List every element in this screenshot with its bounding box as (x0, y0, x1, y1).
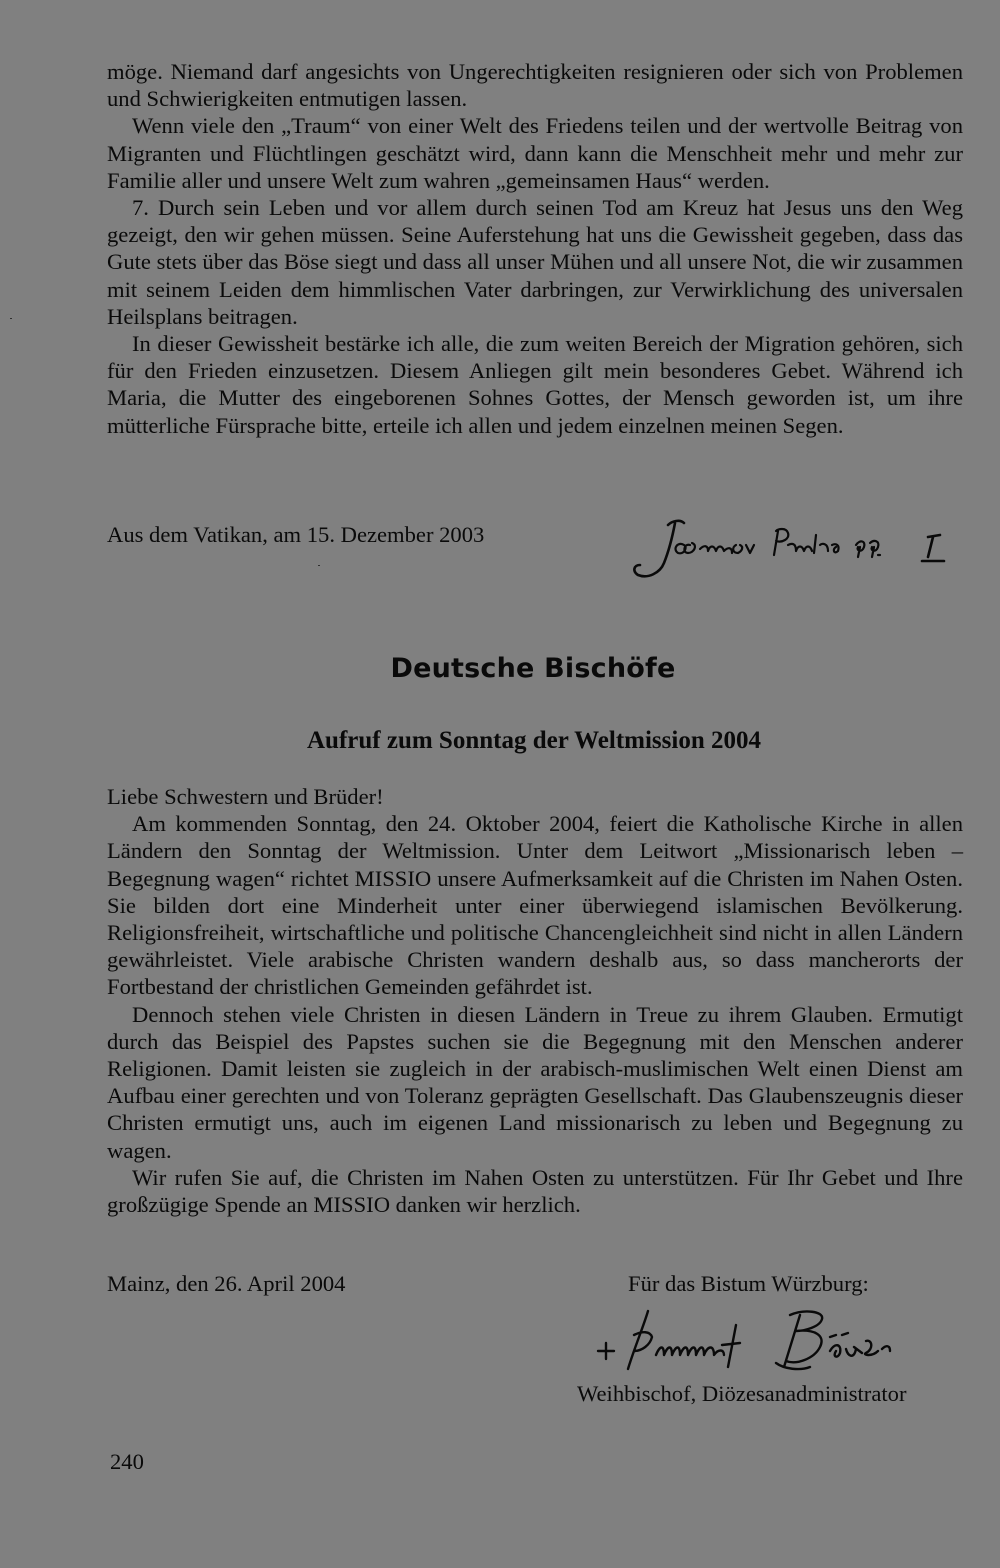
page-number: 240 (110, 1449, 144, 1474)
paragraph: Dennoch stehen viele Christen in diesen Ländern in Treue zu ihrem Glauben. Ermutigt durch das Beispiel des Papstes suchen sie die Begegnung mit den Menschen anderer Religionen. Damit leisten sie zugleich in der arabisch-muslimischen Welt einen Dienst am Aufbau einer gerechten und von Toleranz geprägten Gesellschaft. Das Glaubenszeugnis dieser Christen ermutigt uns, auch im eigenen Land missionarisch zu leben und Begegnung zu wagen. (107, 1001, 963, 1163)
paragraph: möge. Niemand darf angesichts von Ungerechtigkeiten resignieren oder sich von Problemen und Schwierigkeiten entmutigen lassen. (107, 59, 963, 112)
scan-speck (318, 565, 320, 566)
paragraph: Am kommenden Sonntag, den 24. Oktober 2004, feiert die Katholische Kirche in allen Ländern den Sonntag der Weltmission. Unter dem Leitwort „Missionarisch leben – Begegnung wagen“ richtet MISSIO unsere Aufmerksamkeit auf die Christen im Nahen Osten. Sie bilden dort eine Minderheit unter einer überwiegend islamischen Bevölkerung. Religionsfreiheit, wirtschaftliche und politische Chancengleichheit sind nicht in allen Ländern gewährleistet. Viele arabische Christen wandern deshalb aus, so dass mancherorts der Fortbestand der christlichen Gemeinden gefährdet ist. (107, 811, 963, 1000)
paragraph: Wir rufen Sie auf, die Christen im Nahen Osten zu unterstützen. Für Ihr Gebet und Ihre großzügige Spende an MISSIO danken wir herzlich. (107, 1164, 963, 1218)
signer-title: Weihbischof, Diözesanadministrator (577, 1381, 907, 1406)
place-date-line: Mainz, den 26. April 2004 (107, 1271, 346, 1296)
paragraph: In dieser Gewissheit bestärke ich alle, die zum weiten Bereich der Migration gehören, sich für den Frieden einzusetzen. Diesem Anliegen gilt mein besonderes Gebet. Während ich Maria, die Mutter des eingeborenen Sohnes Gottes, der Mensch geworden ist, um ihre mütterliche Fürsprache bitte, erteile ich allen und jedem einzelnen meinen Segen. (107, 331, 963, 438)
message-body (107, 58, 963, 439)
place-date-line: Aus dem Vatikan, am 15. Dezember 2003 (107, 522, 485, 547)
appeal-title: Aufruf zum Sonntag der Weltmission 2004 (307, 727, 761, 754)
appeal-body (107, 783, 963, 1218)
salutation: Liebe Schwestern und Brüder! (107, 784, 384, 809)
scan-speck (10, 318, 12, 319)
paragraph: Wenn viele den „Traum“ von einer Welt des Friedens teilen und der wertvolle Beitrag von Migranten und Flüchtlingen geschätzt wird, dann kann die Menschheit mehr und mehr zur Familie aller und unsere Welt zum wahren „gemeinsamen Haus“ werden. (107, 113, 963, 193)
pope-signature (628, 515, 958, 585)
bishop-signature (590, 1305, 935, 1383)
section-heading: Deutsche Bischöfe (390, 653, 676, 684)
diocese-line: Für das Bistum Würzburg: (628, 1271, 869, 1296)
paragraph: 7. Durch sein Leben und vor allem durch seinen Tod am Kreuz hat Jesus uns den Weg gezeigt, den wir gehen müssen. Seine Auferstehung hat uns die Gewissheit gegeben, dass das Gute stets über das Böse siegt und dass all unser Mühen und all unsere Not, die wir zusammen mit seinem Leiden dem himmlischen Vater darbringen, zur Verwirklichung des universalen Heilsplans beitragen. (107, 195, 963, 329)
